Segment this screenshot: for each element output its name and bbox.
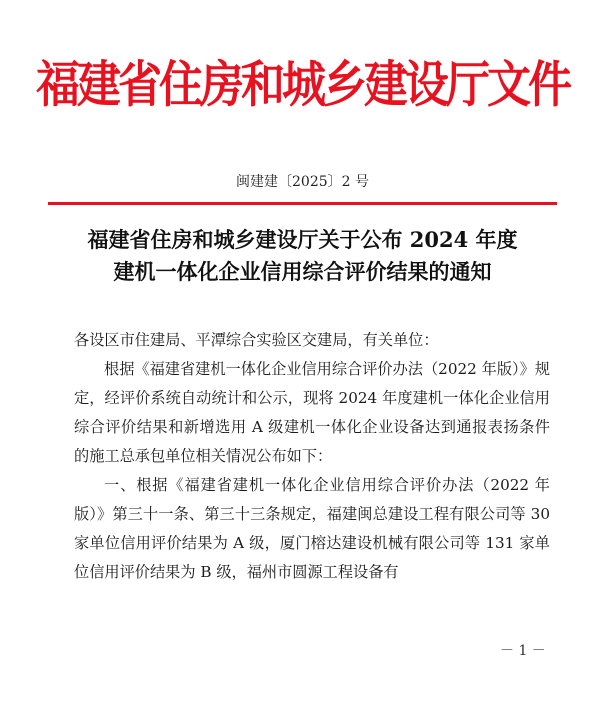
notice-title-line-1: 福建省住房和城乡建设厅关于公布 2024 年度: [87, 227, 518, 252]
notice-body: [74, 326, 550, 587]
body-paragraph-2: 一、根据《福建省建机一体化企业信用综合评价办法（2022 年版）》第三十一条、第三十三条规定，福建闽总建设工程有限公司等 30 家单位信用评价结果为 A 级，厦门榕达建设机械有限公司等 131 家单位信用评价结果为 B 级，福州市圆源工程设备有: [74, 476, 550, 581]
red-divider-line: [48, 202, 557, 205]
masthead-title: 福建省住房和城乡建设厅文件: [36, 56, 569, 114]
notice-title-line-2: 建机一体化企业信用综合评价结果的通知: [113, 259, 492, 284]
page-number: － 1 －: [500, 643, 546, 659]
document-number: 闽建建〔2025〕2 号: [236, 174, 369, 190]
notice-title: [40, 224, 565, 288]
body-paragraph-1: 根据《福建省建机一体化企业信用综合评价办法（2022 年版）》规定，经评价系统自动统计和公示，现将 2024 年度建机一体化企业信用综合评价结果和新增选用 A 级建机一体化企业设备达到通报表扬条件的施工总承包单位相关情况公布如下：: [74, 360, 550, 465]
addressee-line: 各设区市住建局、平潭综合实验区交建局，有关单位：: [74, 331, 439, 349]
